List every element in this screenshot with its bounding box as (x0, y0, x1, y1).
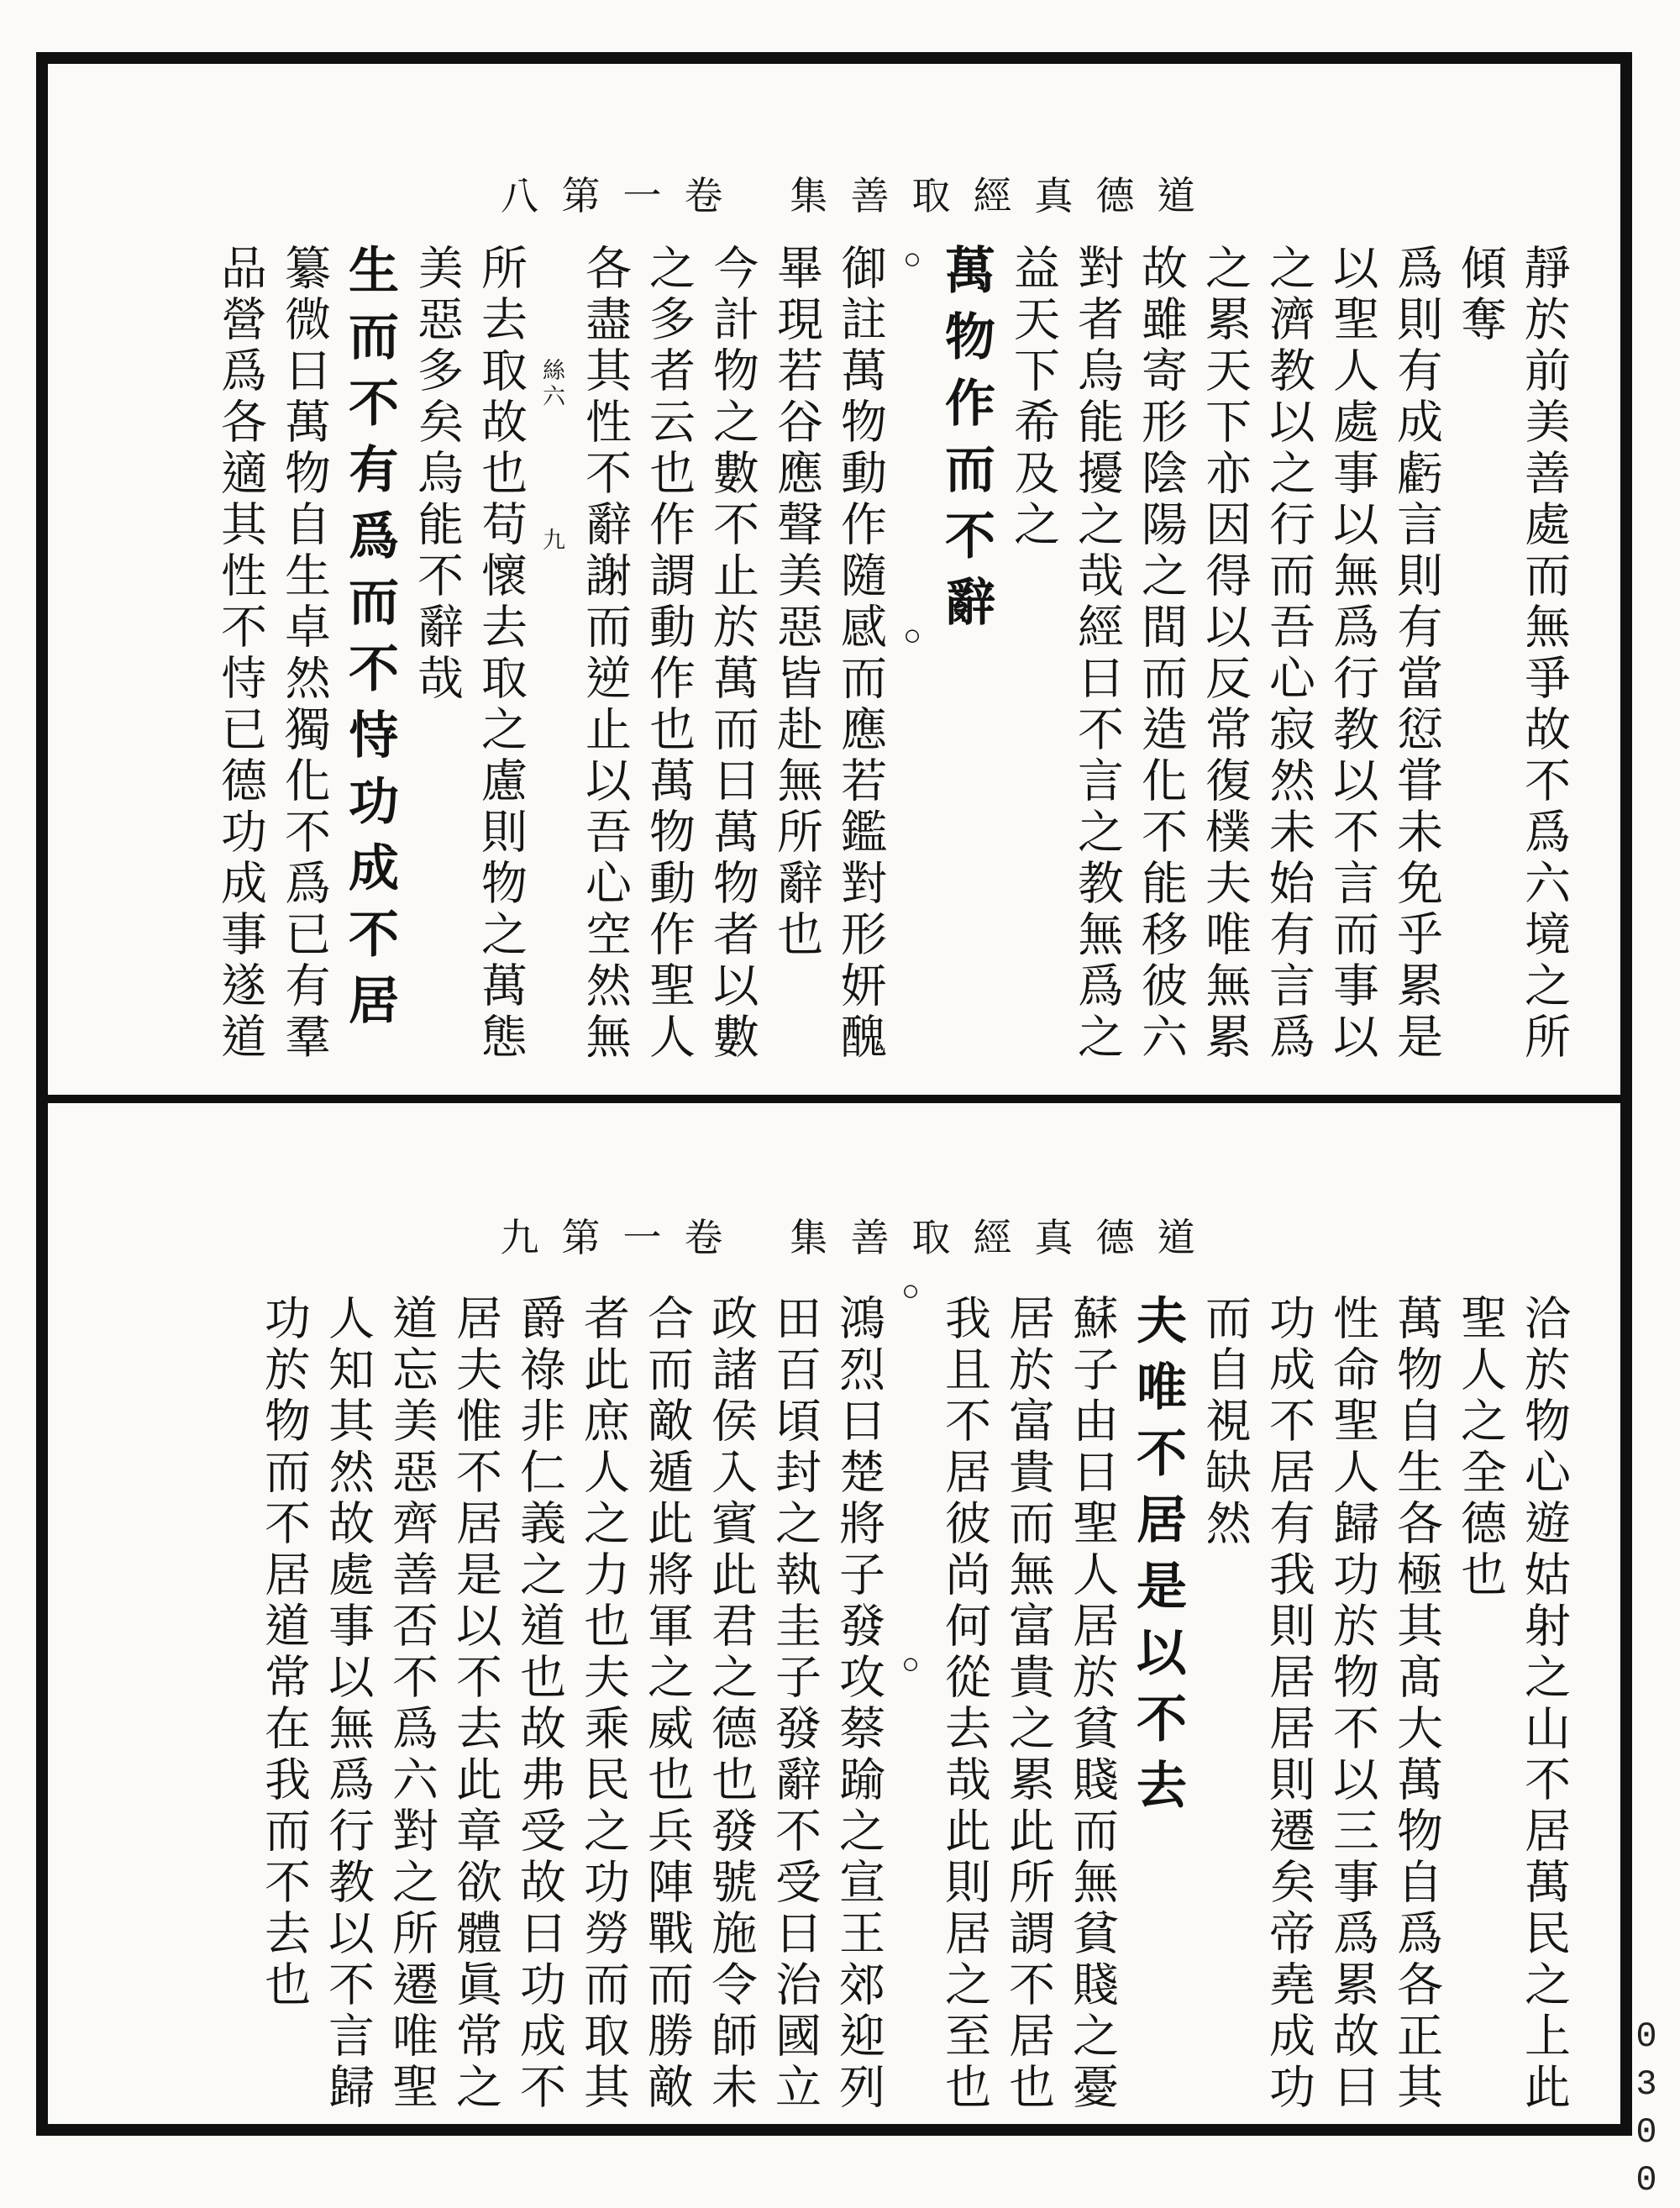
text-column: 各盡其性不辭謝而逆止以吾心空然無 (579, 244, 630, 1064)
text-column: 所去取故也苟懷去取之慮則物之萬態 (475, 244, 526, 1064)
text-column: 益天下希及之 (1007, 244, 1058, 551)
text-column: 美惡多矣烏能不辭哉 (411, 244, 462, 705)
section-mark-gutter (898, 244, 927, 1077)
text-column: 蘇子由曰聖人居於貧賤而無貧賤之憂 (1066, 1294, 1117, 2114)
text-column: 人知其然故處事以無爲行教以不言歸 (322, 1294, 373, 2114)
scripture-column: 萬物作而不辭 (938, 244, 994, 642)
text-column: 性命聖人歸功於物不以三事爲累故曰 (1326, 1294, 1378, 2114)
text-column: 功於物而不居道常在我而不去也 (258, 1294, 309, 2011)
section-circle-mark: ○ (901, 1647, 920, 1680)
text-column: 爲則有成虧言則有當愆甞未免乎累是 (1390, 244, 1441, 1064)
scripture-column: 夫唯不居是以不去 (1130, 1294, 1185, 1825)
page-bottom-folio-label: 九第一卷 (500, 1217, 746, 1259)
page-top-body (201, 244, 1582, 1077)
text-column: 道忘美惡齊善否不爲六對之所遷唯聖 (386, 1294, 437, 2114)
text-column: 爵祿非仁義之道也故弗受故曰功成不 (513, 1294, 564, 2114)
text-column: 靜於前美善處而無爭故不爲六境之所 (1518, 244, 1569, 1064)
text-column: 而自視缺然 (1199, 1294, 1250, 1550)
section-circle-mark: ○ (903, 242, 921, 276)
text-column: 對者烏能擾之哉經曰不言之教無爲之 (1071, 244, 1122, 1064)
scripture-column: 生而不有爲而不恃功成不居 (342, 244, 397, 1040)
scan-border-frame (36, 52, 1632, 2136)
text-column: 品營爲各適其性不恃已德功成事遂道 (214, 244, 265, 1064)
text-column: 洽於物心遊姑射之山不居萬民之上此 (1518, 1294, 1569, 2114)
text-column: 之濟教以之行而吾心寂然未始有言爲 (1263, 244, 1314, 1064)
text-column: 聖人之全德也 (1454, 1294, 1505, 1601)
text-column: 田百頃封之執圭子發辭不受曰治國立 (769, 1294, 820, 2114)
text-column: 畢現若谷應聲美惡皆赴無所辭也 (770, 244, 822, 961)
text-column: 者此庶人之力也夫乘民之功勞而取其 (577, 1294, 628, 2114)
section-circle-mark: ○ (903, 618, 921, 652)
text-column: 合而敵遁此將軍之威也兵陣戰而勝敵 (641, 1294, 692, 2114)
page-number: 0300 (1626, 2016, 1667, 2208)
text-column: 鴻烈曰楚將子發攻蔡踰之宣王郊迎列 (832, 1294, 884, 2114)
margin-note-gutter (538, 244, 565, 1077)
text-column: 之多者云也作謂動作也萬物動作聖人 (643, 244, 694, 1064)
margin-note: 絲六 (539, 358, 564, 410)
page-top-header (73, 166, 1646, 221)
text-column: 萬物自生各極其髙大萬物自爲各正其 (1390, 1294, 1441, 2114)
page-bottom (48, 1103, 1620, 2124)
page-bottom-book-title: 集善取經真德道 (789, 1217, 1219, 1259)
section-circle-mark: ○ (901, 1274, 920, 1307)
page-top-folio-label: 八第一卷 (500, 175, 746, 218)
text-column: 居夫惟不居是以不去此章欲體眞常之 (449, 1294, 501, 2114)
text-column: 政諸侯入賓此君之德也發號施令師未 (705, 1294, 756, 2114)
text-column: 居於富貴而無富貴之累此所謂不居也 (1002, 1294, 1053, 2114)
text-column: 故雖寄形陰陽之間而造化不能移彼六 (1135, 244, 1186, 1064)
page-bottom-body (244, 1274, 1582, 2124)
text-column: 功成不居有我則居居則遷矣帝堯成功 (1263, 1294, 1314, 2114)
margin-note: 九 (539, 528, 564, 554)
page-bottom-header (73, 1207, 1646, 1263)
text-column: 御註萬物動作隨感而應若鑑對形妍醜 (834, 244, 885, 1064)
text-column: 我且不居彼尚何從去哉此則居之至也 (938, 1294, 990, 2114)
text-column: 以聖人處事以無爲行教以不言而事以 (1326, 244, 1378, 1064)
text-column: 傾奪 (1454, 244, 1505, 346)
page-top (48, 64, 1620, 1095)
section-mark-gutter (896, 1274, 925, 2124)
panel-divider (48, 1095, 1620, 1103)
text-column: 今計物之數不止於萬而曰萬物者以數 (706, 244, 758, 1064)
text-column: 之累天下亦因得以反常復樸夫唯無累 (1199, 244, 1250, 1064)
page-top-book-title: 集善取經真德道 (789, 175, 1219, 218)
text-column: 纂微曰萬物自生卓然獨化不爲已有羣 (278, 244, 329, 1064)
